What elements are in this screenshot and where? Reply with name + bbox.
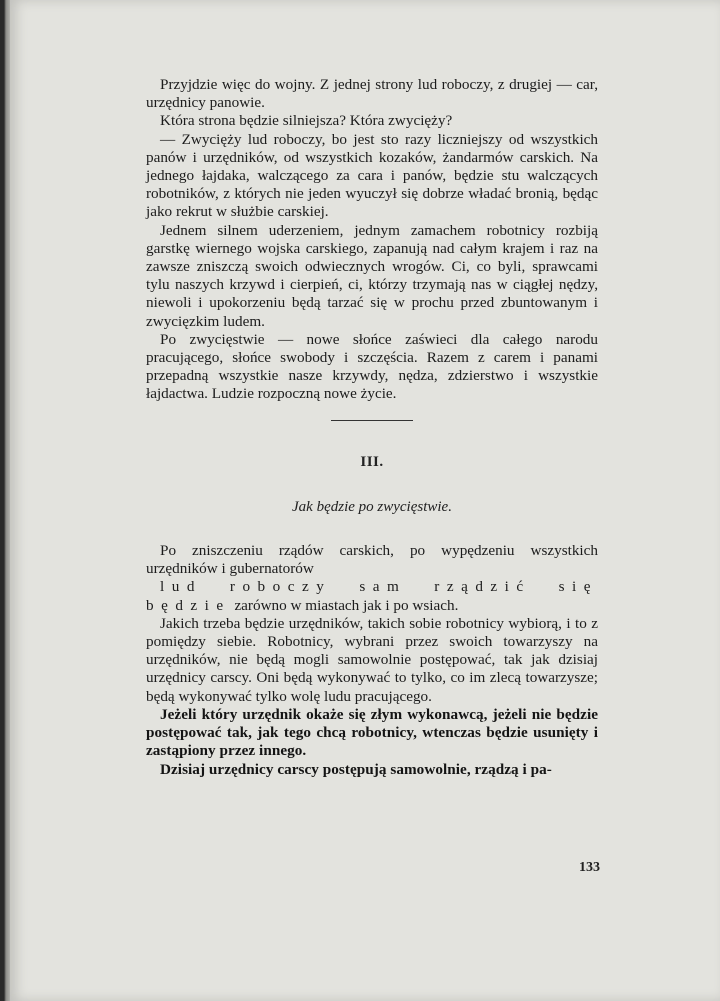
paragraph: Która strona będzie silniejsza? Która zwycięży? bbox=[160, 112, 453, 130]
paragraph: Przyjdzie więc do wojny. Z jednej strony lud roboczy, z drugiej — car, urzędnicy panowie. bbox=[146, 76, 598, 112]
spacer bbox=[146, 516, 598, 542]
section-number: III. bbox=[360, 453, 384, 470]
paragraph-continuation: zarówno w miastach jak i po wsiach. bbox=[230, 596, 459, 614]
paragraph: Jeżeli który urzędnik okaże się złym wykonawcą, jeżeli nie będzie postępować tak, jak tego chcą robotnicy, wtenczas będzie usunięty i zastąpiony przez innego. bbox=[146, 705, 598, 760]
paragraph: Po zwycięstwie — nowe słońce zaświeci dla całego narodu pracującego, słońce swobody i szczęścia. Razem z carem i panami przepadną wszystkie nasze krzywdy, nędza, zdzierstwo i wszystkie łajdactwa. Ludzie rozpoczną nowe życie. bbox=[146, 330, 598, 403]
paragraph: Jednem silnem uderzeniem, jednym zamachem robotnicy rozbiją garstkę wiernego wojska carskiego, zapanują nad całym krajem i raz na zawsze zniszczą swoich odwiecznych wrogów. Ci, co byli, sprawcami tylu naszych krzywd i cierpień, ci, którzy trzymają nas w ciągłej nędzy, niewoli i upokorzeniu będą tarzać się w prochu przed zbuntowanym i zwycięzkim ludem. bbox=[146, 221, 598, 330]
paragraph-spaced bbox=[146, 578, 598, 614]
paragraph: Po zniszczeniu rządów carskich, po wypędzeniu wszystkich urzędników i gubernatorów bbox=[146, 542, 598, 578]
spaced-emphasis: lud roboczy sam rządzić się będzie bbox=[146, 578, 598, 614]
section-divider bbox=[331, 420, 413, 421]
page-text bbox=[146, 76, 598, 779]
paragraph: Dzisiaj urzędnicy carscy postępują samowolnie, rządzą i pa- bbox=[160, 760, 552, 778]
section-title: Jak będzie po zwycięstwie. bbox=[292, 498, 452, 515]
paragraph: Jakich trzeba będzie urzędników, takich sobie robotnicy wybiorą, i to z pomiędzy siebie. Robotnicy, wybrani przez swoich towarzyszy na urzędników, nie będą mogli samowolnie postępować, tak jak dzisiaj urzędnicy carscy. Oni będą wykonywać to tylko, co im zlecą towarzysze; będą wykonywać tylko wolę ludu pracującego. bbox=[146, 614, 598, 705]
paragraph: — Zwycięży lud roboczy, bo jest sto razy liczniejszy od wszystkich panów i urzędników, od wszystkich kozaków, żandarmów carskich. Na jednego łajdaka, walczącego za cara i panów, będzie stu walczących robotników, z których nie jeden wyuczył się dobrze władać bronią, będąc jako rekrut w służbie carskiej. bbox=[146, 130, 598, 221]
page-number: 133 bbox=[579, 860, 600, 875]
